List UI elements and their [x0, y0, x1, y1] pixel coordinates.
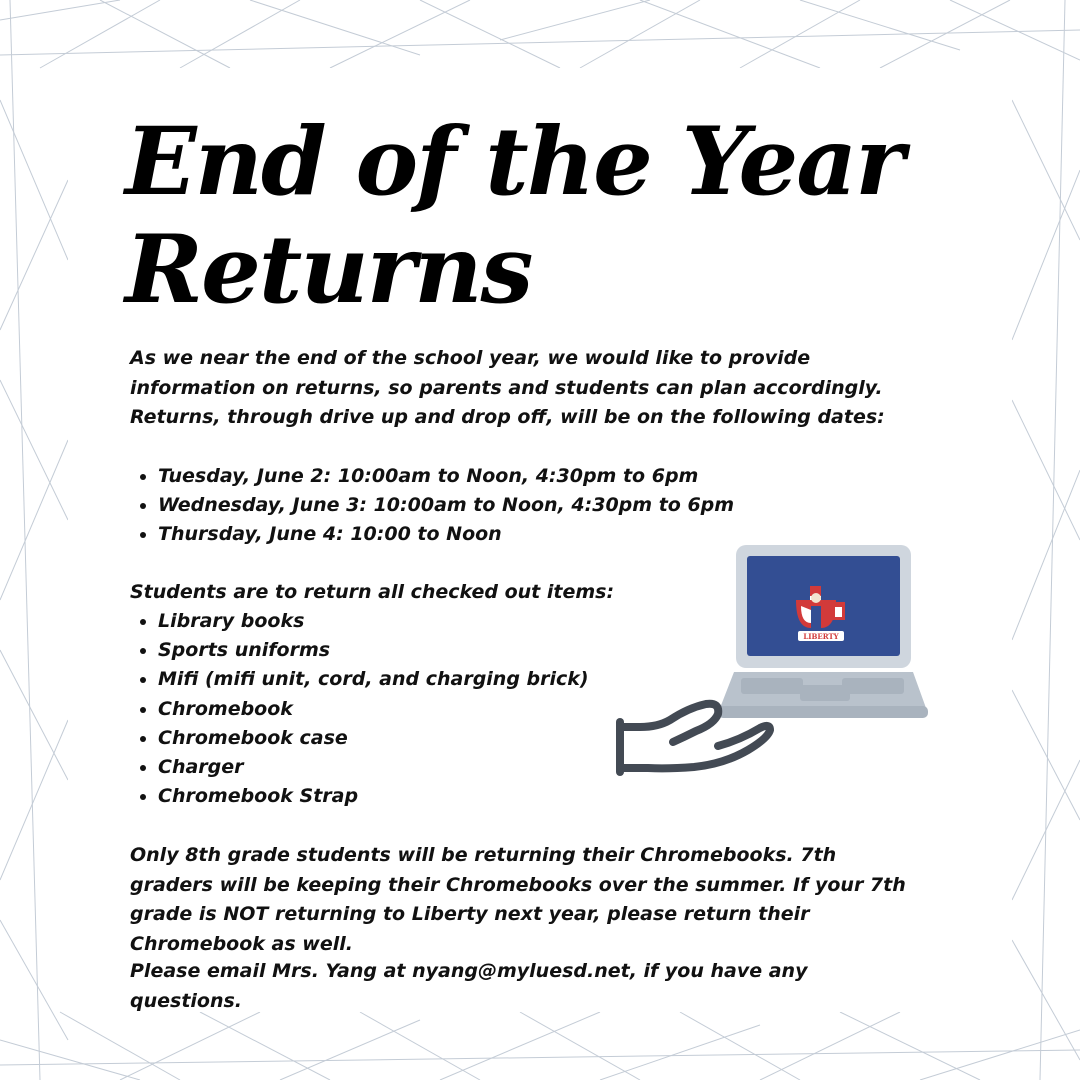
list-item: Mifi (mifi unit, cord, and charging brick)	[130, 665, 589, 694]
return-dates-list	[130, 462, 734, 550]
list-item: Chromebook case	[130, 724, 589, 753]
logo-text: LIBERTY	[803, 632, 839, 641]
list-item: Tuesday, June 2: 10:00am to Noon, 4:30pm to 6pm	[130, 462, 734, 491]
list-item: Chromebook Strap	[130, 782, 589, 811]
list-item: Charger	[130, 753, 589, 782]
title-line-2: Returns	[125, 215, 532, 325]
list-item: Thursday, June 4: 10:00 to Noon	[130, 520, 734, 549]
return-items-list	[130, 607, 589, 811]
laptop-return-illustration	[610, 540, 940, 790]
intro-paragraph: As we near the end of the school year, we would like to provide information on returns, so parents and students can plan accordingly. Returns, through drive up and drop off, will be on the following dates:	[130, 347, 885, 428]
list-item: Library books	[130, 607, 589, 636]
title-line-1: End of the Year	[125, 107, 903, 217]
page-title	[125, 108, 903, 324]
list-item: Wednesday, June 3: 10:00am to Noon, 4:30pm to 6pm	[130, 491, 734, 520]
items-heading: Students are to return all checked out items:	[130, 581, 615, 603]
contact-paragraph: Please email Mrs. Yang at nyang@myluesd.net, if you have any questions.	[130, 960, 808, 1012]
list-item: Chromebook	[130, 695, 589, 724]
chromebook-note-paragraph: Only 8th grade students will be returning their Chromebooks. 7th graders will be keeping their Chromebooks over the summer. If your 7th grade is NOT returning to Liberty next year, please return their Chromebook as well.	[130, 844, 906, 955]
list-item: Sports uniforms	[130, 636, 589, 665]
